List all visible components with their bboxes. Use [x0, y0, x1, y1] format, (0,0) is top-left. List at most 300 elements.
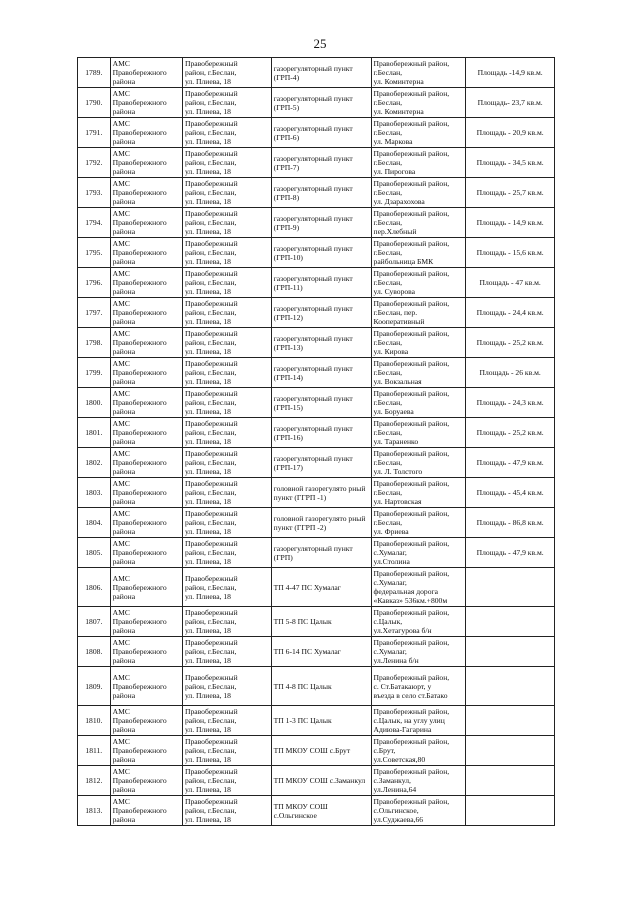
owner-address-line: ул. Плиева, 18 [184, 257, 231, 266]
characteristics-cell: Площадь - 20,9 кв.м. [466, 118, 555, 148]
owner-line: Правобережного [112, 716, 167, 725]
object-location-line: с.Хумалаг, [373, 647, 407, 656]
owner-address-line: ул. Плиева, 18 [184, 77, 231, 86]
owner-cell [110, 58, 182, 88]
owner-address-line: Правобережный [184, 672, 238, 682]
owner-cell [110, 388, 182, 418]
row-number-cell: 1802. [78, 448, 111, 478]
object-location-line: г.Беслан, [373, 68, 403, 77]
object-location-line: ул. Боруаева [373, 407, 414, 416]
owner-cell [110, 607, 182, 637]
table-row [78, 568, 555, 607]
owner-line: района [112, 77, 136, 86]
owner-cell [110, 148, 182, 178]
owner-line: АМС [112, 767, 130, 776]
owner-cell [110, 268, 182, 298]
page-number: 25 [313, 36, 327, 51]
object-location-line: с.Цалык, на углу улиц [373, 716, 445, 725]
object-location-cell [371, 268, 466, 298]
object-location-cell [371, 478, 466, 508]
owner-address-cell [182, 667, 271, 706]
owner-address-line: Правобережный [184, 608, 238, 617]
object-name-cell: газорегуляторный пункт (ГРП-12) [271, 298, 371, 328]
characteristics-cell: Площадь - 47,9 кв.м. [466, 448, 555, 478]
owner-line: АМС [112, 672, 130, 682]
owner-address-cell [182, 766, 271, 796]
characteristics-cell: Площадь - 14,9 кв.м. [466, 208, 555, 238]
owner-address-line: ул. Плиева, 18 [184, 137, 231, 146]
owner-line: Правобережного [112, 647, 167, 656]
owner-address-line: район, г.Беслан, [184, 398, 237, 407]
owner-address-line: район, г.Беслан, [184, 368, 237, 377]
owner-line: АМС [112, 638, 130, 647]
owner-address-line: район, г.Беслан, [184, 158, 237, 167]
object-location-cell [371, 148, 466, 178]
object-location-line: Правобережный район, [373, 239, 450, 248]
object-location-line: г.Беслан, [373, 188, 403, 197]
object-location-line: Правобережный район, [373, 389, 450, 398]
owner-address-line: район, г.Беслан, [184, 218, 237, 227]
owner-address-line: Правобережный [184, 509, 238, 518]
owner-line: района [112, 197, 136, 206]
row-number-cell: 1791. [78, 118, 111, 148]
owner-address-line: Правобережный [184, 149, 238, 158]
object-location-line: Правобережный район, [373, 89, 450, 98]
row-number-cell: 1806. [78, 568, 111, 607]
owner-cell [110, 88, 182, 118]
object-location-line: ул. Вокзальная [373, 377, 422, 386]
row-number-cell: 1812. [78, 766, 111, 796]
owner-address-cell [182, 637, 271, 667]
owner-address-line: ул. Плиева, 18 [184, 227, 231, 236]
owner-line: АМС [112, 737, 130, 746]
object-location-line: ул.Ленина б/н [373, 656, 419, 665]
owner-line: района [112, 407, 136, 416]
object-location-line: Адиюва-Гагарина [373, 725, 432, 734]
owner-line: Правобережного [112, 98, 167, 107]
object-location-line: Правобережный район, [373, 672, 450, 682]
row-number-cell: 1803. [78, 478, 111, 508]
owner-address-line: район, г.Беслан, [184, 681, 237, 691]
object-name-cell: газорегуляторный пункт (ГРП-4) [271, 58, 371, 88]
owner-address-line: ул. Плиева, 18 [184, 755, 231, 764]
owner-line: района [112, 785, 136, 794]
object-location-cell [371, 607, 466, 637]
object-name-cell: газорегуляторный пункт (ГРП-13) [271, 328, 371, 358]
object-location-line: Правобережный район, [373, 737, 450, 746]
owner-cell [110, 667, 182, 706]
owner-address-line: Правобережный [184, 89, 238, 98]
owner-line: АМС [112, 389, 130, 398]
owner-line: Правобережного [112, 188, 167, 197]
object-name-cell: ТП МКОУ СОШ с.Заманкул [271, 766, 371, 796]
object-location-line: г.Беслан, [373, 338, 403, 347]
owner-address-line: ул. Плиева, 18 [184, 626, 231, 635]
owner-cell [110, 736, 182, 766]
owner-line: Правобережного [112, 368, 167, 377]
object-name-cell: газорегуляторный пункт (ГРП-7) [271, 148, 371, 178]
owner-address-line: район, г.Беслан, [184, 647, 237, 656]
object-location-line: с.Брут, [373, 746, 396, 755]
object-location-line: г.Беслан, [373, 278, 403, 287]
characteristics-cell [466, 667, 555, 706]
owner-address-line: Правобережный [184, 209, 238, 218]
owner-line: Правобережного [112, 746, 167, 755]
object-location-line: г.Беслан, [373, 218, 403, 227]
owner-address-line: район, г.Беслан, [184, 188, 237, 197]
object-location-cell [371, 238, 466, 268]
owner-address-cell [182, 118, 271, 148]
owner-line: АМС [112, 119, 130, 128]
owner-line: района [112, 755, 136, 764]
owner-line: Правобережного [112, 308, 167, 317]
row-number-cell: 1810. [78, 706, 111, 736]
owner-address-cell [182, 607, 271, 637]
object-location-line: Правобережный район, [373, 608, 450, 617]
object-location-line: ул. Коминтерна [373, 107, 424, 116]
object-location-line: с.Хумалаг, [373, 578, 407, 587]
table-row [78, 766, 555, 796]
owner-address-line: район, г.Беслан, [184, 488, 237, 497]
owner-address-line: ул. Плиева, 18 [184, 167, 231, 176]
table-row [78, 478, 555, 508]
object-location-line: Правобережный район, [373, 539, 450, 548]
owner-address-line: Правобережный [184, 419, 238, 428]
object-location-cell [371, 736, 466, 766]
owner-address-line: район, г.Беслан, [184, 806, 237, 815]
owner-address-line: Правобережный [184, 707, 238, 716]
row-number-cell: 1813. [78, 796, 111, 826]
characteristics-cell: Площадь - 26 кв.м. [466, 358, 555, 388]
object-location-line: райбольница БМК [373, 257, 434, 266]
owner-address-line: Правобережный [184, 119, 238, 128]
object-name-cell: газорегуляторный пункт (ГРП-15) [271, 388, 371, 418]
owner-address-line: ул. Плиева, 18 [184, 407, 231, 416]
object-location-line: Правобережный район, [373, 149, 450, 158]
object-location-line: Правобережный район, [373, 59, 450, 68]
owner-address-line: Правобережный [184, 269, 238, 278]
object-location-line: г.Беслан, [373, 98, 403, 107]
object-location-line: пер.Хлебный [373, 227, 417, 236]
owner-address-line: Правобережный [184, 797, 238, 806]
owner-address-line: район, г.Беслан, [184, 278, 237, 287]
object-location-line: ул. Фриева [373, 527, 409, 536]
owner-line: района [112, 287, 136, 296]
object-location-line: с.Ольгинское, [373, 806, 419, 815]
object-name-cell: ТП 1-3 ПС Цалык [271, 706, 371, 736]
owner-line: Правобережного [112, 518, 167, 527]
characteristics-cell: Площадь - 25,2 кв.м. [466, 418, 555, 448]
owner-cell [110, 796, 182, 826]
owner-address-line: район, г.Беслан, [184, 746, 237, 755]
object-location-cell [371, 706, 466, 736]
owner-line: АМС [112, 707, 130, 716]
object-location-line: г.Беслан, [373, 488, 403, 497]
owner-line: района [112, 257, 136, 266]
object-location-line: г.Беслан, [373, 518, 403, 527]
object-name-cell: ТП 5-8 ПС Цалык [271, 607, 371, 637]
table-row [78, 298, 555, 328]
characteristics-cell: Площадь - 34,5 кв.м. [466, 148, 555, 178]
object-name-cell: газорегуляторный пункт (ГРП-5) [271, 88, 371, 118]
object-location-cell [371, 766, 466, 796]
row-number-cell: 1807. [78, 607, 111, 637]
characteristics-cell [466, 637, 555, 667]
table-row [78, 388, 555, 418]
owner-address-cell [182, 388, 271, 418]
object-location-line: «Кавказ» 536км.+800м [373, 596, 448, 605]
owner-address-cell [182, 568, 271, 607]
characteristics-cell: Площадь - 45,4 кв.м. [466, 478, 555, 508]
owner-address-cell [182, 208, 271, 238]
registry-body [78, 58, 555, 826]
table-row [78, 796, 555, 826]
object-location-line: Правобережный район, [373, 419, 450, 428]
owner-address-cell [182, 148, 271, 178]
object-location-line: г.Беслан, [373, 248, 403, 257]
characteristics-cell: Площадь- 23,7 кв.м. [466, 88, 555, 118]
owner-line: Правобережного [112, 617, 167, 626]
owner-address-cell [182, 238, 271, 268]
row-number-cell: 1811. [78, 736, 111, 766]
table-row [78, 118, 555, 148]
owner-line: АМС [112, 573, 130, 583]
object-location-line: въезда в село ст.Батако [373, 690, 448, 700]
object-location-line: ул. Суворова [373, 287, 416, 296]
characteristics-cell: Площадь - 24,3 кв.м. [466, 388, 555, 418]
row-number-cell: 1794. [78, 208, 111, 238]
object-location-line: Правобережный район, [373, 359, 450, 368]
object-location-line: ул.Суджаева,66 [373, 815, 424, 824]
row-number-cell: 1800. [78, 388, 111, 418]
object-name-cell: газорегуляторный пункт (ГРП-14) [271, 358, 371, 388]
owner-line: АМС [112, 269, 130, 278]
object-name-cell: газорегуляторный пункт (ГРП) [271, 538, 371, 568]
owner-address-line: район, г.Беслан, [184, 68, 237, 77]
owner-line: района [112, 167, 136, 176]
object-location-cell [371, 508, 466, 538]
owner-line: района [112, 690, 136, 700]
object-location-cell [371, 88, 466, 118]
owner-address-cell [182, 328, 271, 358]
object-location-cell [371, 298, 466, 328]
owner-address-line: район, г.Беслан, [184, 518, 237, 527]
owner-address-line: район, г.Беслан, [184, 458, 237, 467]
owner-address-line: район, г.Беслан, [184, 308, 237, 317]
owner-line: района [112, 377, 136, 386]
owner-address-line: ул. Плиева, 18 [184, 317, 231, 326]
characteristics-cell [466, 607, 555, 637]
owner-line: АМС [112, 479, 130, 488]
object-location-line: Правобережный район, [373, 329, 450, 338]
object-location-line: Правобережный район, [373, 479, 450, 488]
owner-line: АМС [112, 299, 130, 308]
table-row [78, 208, 555, 238]
owner-cell [110, 508, 182, 538]
object-location-line: ул. Дзарахохова [373, 197, 425, 206]
owner-cell [110, 538, 182, 568]
owner-address-line: район, г.Беслан, [184, 776, 237, 785]
owner-address-line: район, г.Беслан, [184, 98, 237, 107]
object-name-cell: ТП МКОУ СОШ с.Ольгинское [271, 796, 371, 826]
owner-address-cell [182, 358, 271, 388]
characteristics-cell [466, 568, 555, 607]
object-name-cell: ТП МКОУ СОШ с.Брут [271, 736, 371, 766]
owner-cell [110, 478, 182, 508]
object-location-line: ул. Кирова [373, 347, 409, 356]
owner-line: района [112, 137, 136, 146]
owner-line: Правобережного [112, 582, 167, 592]
row-number-cell: 1801. [78, 418, 111, 448]
owner-address-line: район, г.Беслан, [184, 716, 237, 725]
owner-address-line: Правобережный [184, 767, 238, 776]
owner-line: АМС [112, 89, 130, 98]
object-location-line: ул. Коминтерна [373, 77, 424, 86]
owner-line: Правобережного [112, 128, 167, 137]
object-location-cell [371, 637, 466, 667]
object-location-line: Правобережный район, [373, 119, 450, 128]
owner-address-line: район, г.Беслан, [184, 548, 237, 557]
owner-address-cell [182, 58, 271, 88]
row-number-cell: 1804. [78, 508, 111, 538]
object-location-line: с.Заманкул, [373, 776, 411, 785]
owner-address-line: Правобережный [184, 239, 238, 248]
owner-address-line: район, г.Беслан, [184, 128, 237, 137]
owner-address-line: Правобережный [184, 479, 238, 488]
owner-address-line: ул. Плиева, 18 [184, 656, 231, 665]
object-location-line: г.Беслан, [373, 128, 403, 137]
owner-cell [110, 118, 182, 148]
owner-address-line: ул. Плиева, 18 [184, 437, 231, 446]
table-row [78, 667, 555, 706]
owner-line: АМС [112, 59, 130, 68]
owner-line: Правобережного [112, 776, 167, 785]
object-location-line: г.Беслан, [373, 368, 403, 377]
owner-address-line: район, г.Беслан, [184, 428, 237, 437]
row-number-cell: 1795. [78, 238, 111, 268]
owner-cell [110, 706, 182, 736]
object-location-line: Правобережный район, [373, 767, 450, 776]
owner-line: Правобережного [112, 398, 167, 407]
owner-line: района [112, 347, 136, 356]
table-row [78, 328, 555, 358]
object-location-line: ул. Маркова [373, 137, 413, 146]
owner-line: района [112, 317, 136, 326]
table-row [78, 58, 555, 88]
owner-line: района [112, 591, 136, 601]
owner-cell [110, 298, 182, 328]
characteristics-cell: Площадь - 86,8 кв.м. [466, 508, 555, 538]
owner-cell [110, 208, 182, 238]
owner-line: АМС [112, 539, 130, 548]
characteristics-cell: Площадь - 25,2 кв.м. [466, 328, 555, 358]
owner-address-line: ул. Плиева, 18 [184, 690, 231, 700]
owner-line: АМС [112, 149, 130, 158]
owner-line: района [112, 497, 136, 506]
owner-address-line: ул. Плиева, 18 [184, 107, 231, 116]
object-location-cell [371, 178, 466, 208]
owner-address-cell [182, 268, 271, 298]
owner-address-cell [182, 796, 271, 826]
table-row [78, 148, 555, 178]
owner-address-cell [182, 298, 271, 328]
characteristics-cell: Площадь - 47,9 кв.м. [466, 538, 555, 568]
owner-line: Правобережного [112, 428, 167, 437]
characteristics-cell: Площадь - 47 кв.м. [466, 268, 555, 298]
row-number-cell: 1793. [78, 178, 111, 208]
table-row [78, 637, 555, 667]
owner-cell [110, 358, 182, 388]
object-name-cell: ТП 4-47 ПС Хумалаг [271, 568, 371, 607]
owner-address-cell [182, 178, 271, 208]
owner-line: Правобережного [112, 806, 167, 815]
owner-line: АМС [112, 608, 130, 617]
object-location-line: Правобережный район, [373, 797, 450, 806]
owner-address-line: Правобережный [184, 449, 238, 458]
owner-cell [110, 637, 182, 667]
owner-address-cell [182, 706, 271, 736]
object-location-cell [371, 418, 466, 448]
object-location-cell [371, 358, 466, 388]
owner-address-line: район, г.Беслан, [184, 338, 237, 347]
object-location-cell [371, 538, 466, 568]
object-location-line: Правобережный район, [373, 509, 450, 518]
object-location-line: с.Цалык, [373, 617, 403, 626]
object-location-cell [371, 118, 466, 148]
owner-address-line: ул. Плиева, 18 [184, 591, 231, 601]
owner-address-line: Правобережный [184, 299, 238, 308]
object-name-cell: головной газорегулято рный пункт (ГГРП -1) [271, 478, 371, 508]
owner-line: АМС [112, 419, 130, 428]
object-location-line: Правобережный район, [373, 449, 450, 458]
owner-address-line: Правобережный [184, 539, 238, 548]
row-number-cell: 1790. [78, 88, 111, 118]
owner-cell [110, 568, 182, 607]
object-location-line: г.Беслан, [373, 158, 403, 167]
owner-address-line: ул. Плиева, 18 [184, 497, 231, 506]
table-row [78, 538, 555, 568]
owner-line: Правобережного [112, 278, 167, 287]
row-number-cell: 1799. [78, 358, 111, 388]
object-name-cell: газорегуляторный пункт (ГРП-8) [271, 178, 371, 208]
owner-address-line: Правобережный [184, 59, 238, 68]
owner-address-line: Правобережный [184, 359, 238, 368]
owner-address-cell [182, 88, 271, 118]
object-name-cell: газорегуляторный пункт (ГРП-6) [271, 118, 371, 148]
owner-address-line: ул. Плиева, 18 [184, 197, 231, 206]
object-location-line: ул. Тараненко [373, 437, 419, 446]
object-location-cell [371, 568, 466, 607]
owner-line: АМС [112, 449, 130, 458]
owner-line: Правобережного [112, 68, 167, 77]
object-location-cell [371, 796, 466, 826]
object-name-cell: ТП 4-8 ПС Цалык [271, 667, 371, 706]
object-location-cell [371, 208, 466, 238]
table-row [78, 88, 555, 118]
owner-line: района [112, 725, 136, 734]
row-number-cell: 1797. [78, 298, 111, 328]
owner-address-line: ул. Плиева, 18 [184, 557, 231, 566]
owner-address-cell [182, 448, 271, 478]
owner-address-cell [182, 418, 271, 448]
object-location-line: Правобережный район, [373, 269, 450, 278]
owner-address-line: Правобережный [184, 638, 238, 647]
characteristics-cell [466, 796, 555, 826]
owner-line: района [112, 557, 136, 566]
owner-cell [110, 328, 182, 358]
object-name-cell: газорегуляторный пункт (ГРП-11) [271, 268, 371, 298]
object-location-cell [371, 667, 466, 706]
